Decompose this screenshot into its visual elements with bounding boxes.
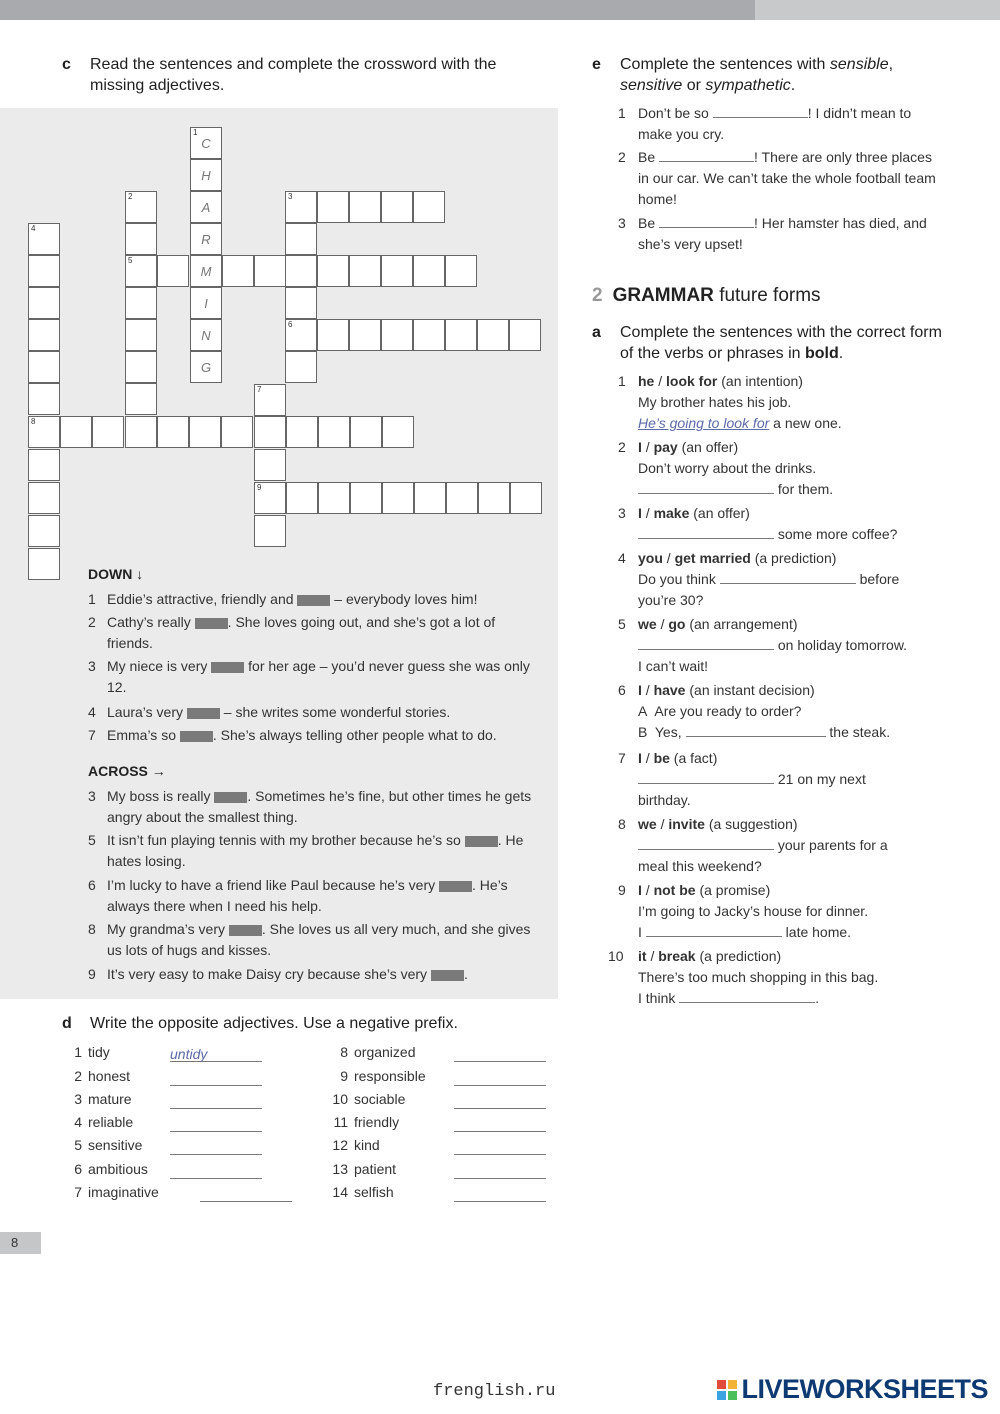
crossword-cell[interactable]	[125, 319, 157, 351]
crossword-cell[interactable]	[349, 191, 381, 223]
crossword-cell[interactable]	[413, 319, 445, 351]
crossword-cell[interactable]	[350, 482, 382, 514]
down-clue: 3 My niece is very for her age – you’d never guess she was only 12.	[88, 658, 530, 695]
crossword-cell[interactable]	[28, 383, 60, 415]
opposite-answer-field[interactable]	[170, 1139, 262, 1155]
answer-blank[interactable]	[638, 480, 774, 494]
across-heading: ACROSS →	[88, 763, 166, 779]
opposite-item: 2 honest	[64, 1066, 262, 1086]
grammar-item: 7 I / be (a fact) 21 on my next birthday.	[618, 750, 866, 808]
across-arrow-icon: →	[151, 763, 166, 779]
crossword-cell[interactable]: I	[190, 287, 222, 319]
opposite-answer-field[interactable]	[454, 1186, 546, 1202]
crossword-cell[interactable]	[285, 287, 317, 319]
grammar-a-letter: a	[592, 324, 601, 341]
section-c-heading	[62, 54, 552, 96]
grammar-item: 3 I / make (an offer) some more coffee?	[618, 505, 898, 542]
crossword-cell[interactable]	[381, 191, 413, 223]
crossword-cell[interactable]	[92, 416, 124, 448]
crossword-cell[interactable]	[478, 482, 510, 514]
opposite-answer-field[interactable]	[454, 1116, 546, 1132]
crossword-cell[interactable]: 5	[125, 255, 157, 287]
sentence-item: 3 Be ! Her hamster has died, and she’s very upset!	[618, 215, 927, 252]
grammar-item: 9 I / not be (a promise) I’m going to Jacky’s house for dinner. I late home.	[618, 882, 869, 940]
section-e-letter: e	[592, 56, 601, 73]
section-e-heading	[592, 54, 942, 96]
crossword-cell[interactable]	[413, 255, 445, 287]
opposite-answer-field[interactable]	[454, 1139, 546, 1155]
opposite-item: 7 imaginative	[64, 1182, 292, 1202]
crossword-cell[interactable]	[254, 255, 286, 287]
opposite-item: 10 sociable	[330, 1089, 546, 1109]
crossword-cell[interactable]	[28, 548, 60, 580]
crossword-cell[interactable]	[125, 351, 157, 383]
crossword-cell[interactable]	[285, 255, 317, 287]
hidden-word-block	[187, 708, 220, 719]
crossword-cell[interactable]	[382, 416, 414, 448]
opposite-answer-field[interactable]	[170, 1070, 262, 1086]
sentence-item: 2 Be ! There are only three places in our car. We can’t take the whole football team home!	[618, 149, 936, 207]
crossword-cell[interactable]	[317, 255, 349, 287]
section-e-instruction: Complete the sentences with sensible, sensitive or sympathetic.	[620, 56, 894, 94]
crossword-cell[interactable]	[221, 416, 253, 448]
opposite-answer-field[interactable]	[200, 1186, 292, 1202]
opposite-item: 13 patient	[330, 1159, 546, 1179]
crossword-cell[interactable]: A	[190, 191, 222, 223]
down-heading: DOWN ↓	[88, 566, 144, 582]
crossword-cell[interactable]	[157, 255, 189, 287]
hidden-word-block	[465, 836, 498, 847]
crossword-cell[interactable]: 4	[28, 223, 60, 255]
grammar-item: 6 I / have (an instant decision) A Are you ready to order? B Yes, the steak.	[618, 682, 891, 740]
crossword-cell[interactable]: 6	[285, 319, 317, 351]
opposite-item: 11 friendly	[330, 1112, 546, 1132]
grammar-item: 4 you / get married (a prediction) Do you think before you’re 30?	[618, 550, 900, 608]
section-d-instruction: Write the opposite adjectives. Use a negative prefix.	[90, 1015, 458, 1032]
crossword-cell[interactable]	[222, 255, 254, 287]
crossword-cell[interactable]	[125, 383, 157, 415]
crossword-cell[interactable]	[28, 287, 60, 319]
down-clue: 7 Emma’s so . She’s always telling other people what to do.	[88, 727, 497, 743]
opposite-item: 6 ambitious	[64, 1159, 262, 1179]
opposite-answer-field[interactable]	[170, 1163, 262, 1179]
crossword-cell[interactable]	[254, 416, 286, 448]
across-clue: 6 I’m lucky to have a friend like Paul because he’s very . He’s always there when I need his help.	[88, 877, 508, 914]
crossword-cell[interactable]	[317, 319, 349, 351]
crossword-cell[interactable]	[381, 255, 413, 287]
opposite-item: 5 sensitive	[64, 1135, 262, 1155]
across-clue: 9 It’s very easy to make Daisy cry because she’s very .	[88, 966, 468, 982]
top-scan-bar	[0, 0, 1000, 20]
opposite-answer-field[interactable]	[170, 1093, 262, 1109]
crossword-cell[interactable]	[125, 223, 157, 255]
crossword-cell[interactable]: H	[190, 159, 222, 191]
crossword-cell[interactable]	[28, 319, 60, 351]
across-clue: 8 My grandma’s very . She loves us all very much, and she gives us lots of hugs and kisses.	[88, 921, 531, 958]
crossword-cell[interactable]	[60, 416, 92, 448]
crossword-cell[interactable]	[286, 482, 318, 514]
grammar-item: 2 I / pay (an offer) Don’t worry about the drinks. for them.	[618, 439, 834, 497]
crossword-cell[interactable]: R	[190, 223, 222, 255]
crossword-cell[interactable]	[414, 482, 446, 514]
crossword-cell[interactable]	[285, 223, 317, 255]
grammar-a-heading	[592, 322, 952, 364]
crossword-cell[interactable]	[285, 351, 317, 383]
crossword-cell[interactable]	[350, 416, 382, 448]
opposite-answer-field[interactable]	[454, 1163, 546, 1179]
liveworksheets-logo: LIVEWORKSHEETS	[717, 1374, 988, 1405]
crossword-cell[interactable]	[28, 449, 60, 481]
crossword-cell[interactable]	[445, 319, 477, 351]
source-url: frenglish.ru	[433, 1382, 556, 1401]
crossword-cell[interactable]	[254, 515, 286, 547]
grammar-title: 2 GRAMMAR future forms	[592, 285, 821, 306]
opposite-item: 8 organized	[330, 1042, 546, 1062]
hidden-word-block	[297, 595, 330, 606]
hidden-word-block	[211, 662, 244, 673]
crossword-cell[interactable]: 1 C	[190, 127, 222, 159]
across-clue: 3 My boss is really . Sometimes he’s fine, but other times he gets angry about the smallest thing.	[88, 788, 532, 825]
grammar-a-instruction: Complete the sentences with the correct form of the verbs or phrases in bold.	[620, 324, 942, 362]
hidden-word-block	[180, 731, 213, 742]
crossword-cell[interactable]	[189, 416, 221, 448]
crossword-cell[interactable]	[510, 482, 542, 514]
hidden-word-block	[439, 881, 472, 892]
down-arrow-icon: ↓	[136, 566, 144, 582]
crossword-cell[interactable]	[286, 416, 318, 448]
crossword-cell[interactable]: G	[190, 351, 222, 383]
answer-blank[interactable]	[638, 636, 774, 650]
hidden-word-block	[431, 970, 464, 981]
opposite-answer-field[interactable]	[454, 1070, 546, 1086]
crossword-cell[interactable]	[317, 191, 349, 223]
answer-blank[interactable]	[646, 923, 782, 937]
crossword-cell[interactable]: 8	[28, 416, 60, 448]
crossword-cell[interactable]	[28, 515, 60, 547]
across-clue: 5 It isn’t fun playing tennis with my brother because he’s so . He hates losing.	[88, 832, 524, 869]
grammar-item: 10 it / break (a prediction) There’s too much shopping in this bag. I think .	[608, 948, 879, 1006]
grammar-item: 8 we / invite (a suggestion) your parents for a meal this weekend?	[618, 816, 888, 874]
answer-blank[interactable]	[638, 770, 774, 784]
opposite-item: 14 selfish	[330, 1182, 546, 1202]
opposite-answer-field[interactable]: untidy	[170, 1046, 262, 1062]
crossword-cell[interactable]	[125, 416, 157, 448]
hidden-word-block	[195, 618, 228, 629]
crossword-cell[interactable]	[445, 255, 477, 287]
down-clue: 1 Eddie’s attractive, friendly and – everybody loves him!	[88, 591, 478, 607]
answer-blank[interactable]	[659, 214, 754, 228]
answer-blank[interactable]	[713, 104, 808, 118]
hidden-word-block	[229, 925, 262, 936]
crossword-cell[interactable]: 7	[254, 384, 286, 416]
section-c-instruction: Read the sentences and complete the crossword with the missing adjectives.	[90, 56, 497, 94]
answer-blank[interactable]	[686, 723, 826, 737]
crossword-cell[interactable]: 3	[285, 191, 317, 223]
opposite-answer-field[interactable]	[454, 1093, 546, 1109]
opposite-item: 1 tidy untidy	[64, 1042, 262, 1062]
crossword-cell[interactable]	[157, 416, 189, 448]
crossword-cell[interactable]	[318, 482, 350, 514]
answer-blank[interactable]	[638, 525, 774, 539]
crossword-cell[interactable]	[477, 319, 509, 351]
answer-blank[interactable]	[679, 989, 815, 1003]
crossword-cell[interactable]	[28, 482, 60, 514]
crossword-cell[interactable]	[446, 482, 478, 514]
crossword-cell[interactable]	[382, 482, 414, 514]
crossword-cell[interactable]	[349, 255, 381, 287]
down-clue: 4 Laura’s very – she writes some wonderful stories.	[88, 704, 451, 720]
section-d-letter: d	[62, 1015, 72, 1032]
sentence-item: 1 Don’t be so ! I didn’t mean to make you cry.	[618, 105, 912, 142]
opposite-item: 3 mature	[64, 1089, 262, 1109]
crossword-cell[interactable]: 9	[254, 482, 286, 514]
hidden-word-block	[214, 792, 247, 803]
section-d-heading	[62, 1013, 552, 1034]
answer-blank[interactable]	[659, 148, 754, 162]
answer-blank[interactable]	[720, 570, 856, 584]
crossword-cell[interactable]	[254, 449, 286, 481]
opposite-item: 4 reliable	[64, 1112, 262, 1132]
crossword-cell[interactable]	[28, 255, 60, 287]
opposite-item: 9 responsible	[330, 1066, 546, 1086]
crossword-cell[interactable]	[509, 319, 541, 351]
grammar-item: 5 we / go (an arrangement) on holiday tomorrow. I can’t wait!	[618, 616, 908, 674]
answer-blank[interactable]	[638, 836, 774, 850]
crossword-cell[interactable]	[28, 351, 60, 383]
opposite-item: 12 kind	[330, 1135, 546, 1155]
crossword-cell[interactable]	[125, 287, 157, 319]
crossword-cell[interactable]	[349, 319, 381, 351]
opposite-answer-field[interactable]	[454, 1046, 546, 1062]
page-number: 8	[0, 1232, 41, 1254]
crossword-cell[interactable]	[413, 191, 445, 223]
down-clue: 2 Cathy’s really . She loves going out, and she’s got a lot of friends.	[88, 614, 496, 651]
grammar-item: 1 he / look for (an intention) My brother hates his job. He’s going to look for a new one.	[618, 373, 842, 431]
opposite-answer-field[interactable]	[170, 1116, 262, 1132]
crossword-cell[interactable]	[318, 416, 350, 448]
crossword-cell[interactable]: 2	[125, 191, 157, 223]
crossword-cell[interactable]: M	[190, 255, 222, 287]
liveworksheets-logo-icon	[717, 1380, 737, 1400]
section-c-letter: c	[62, 56, 71, 73]
crossword-cell[interactable]: N	[190, 319, 222, 351]
crossword-cell[interactable]	[381, 319, 413, 351]
